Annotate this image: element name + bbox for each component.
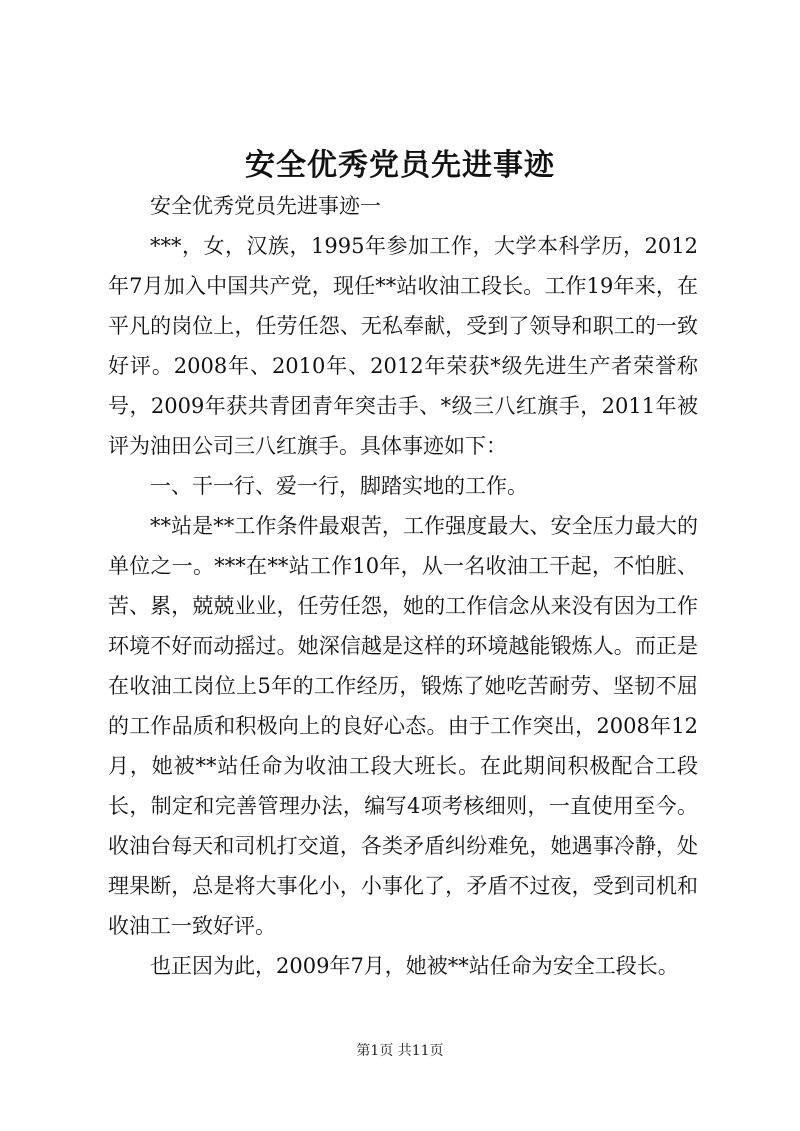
document-body (108, 186, 698, 986)
paragraph-section-heading: 一、干一行、爱一行，脚踏实地的工作。 (150, 474, 528, 498)
paragraph-subtitle: 安全优秀党员先进事迹一 (150, 194, 381, 218)
paragraph-intro: ***，女，汉族，1995年参加工作，大学本科学历，2012年7月加入中国共产党，现任**站收油工段长。工作19年来，在平凡的岗位上，任劳任怨、无私奉献，受到了领导和职工的一致好评。2008年、2010年、2012年荣获*级先进生产者荣誉称号，2009年获共青团青年突击手、*级三八红旗手，2011年被评为油田公司三八红旗手。具体事迹如下： (108, 234, 698, 458)
paragraph-work-history: **站是**工作条件最艰苦，工作强度最大、安全压力最大的单位之一。***在**站工作10年，从一名收油工干起，不怕脏、苦、累，兢兢业业，任劳任怨，她的工作信念从来没有因为工作环境不好而动摇过。她深信越是这样的环境越能锻炼人。而正是在收油工岗位上5年的工作经历，锻炼了她吃苦耐劳、坚韧不屈的工作品质和积极向上的良好心态。由于工作突出，2008年12月，她被**站任命为收油工段大班长。在此期间积极配合工段长，制定和完善管理办法，编写4项考核细则，一直使用至今。收油台每天和司机打交道，各类矛盾纠纷难免，她遇事冷静，处理果断，总是将大事化小，小事化了，矛盾不过夜，受到司机和收油工一致好评。 (108, 514, 698, 938)
page-number-footer: 第1页 共11页 (356, 1043, 444, 1059)
paragraph-appointment: 也正因为此，2009年7月，她被**站任命为安全工段长。 (150, 954, 679, 978)
document-title: 安全优秀党员先进事迹 (245, 148, 555, 183)
